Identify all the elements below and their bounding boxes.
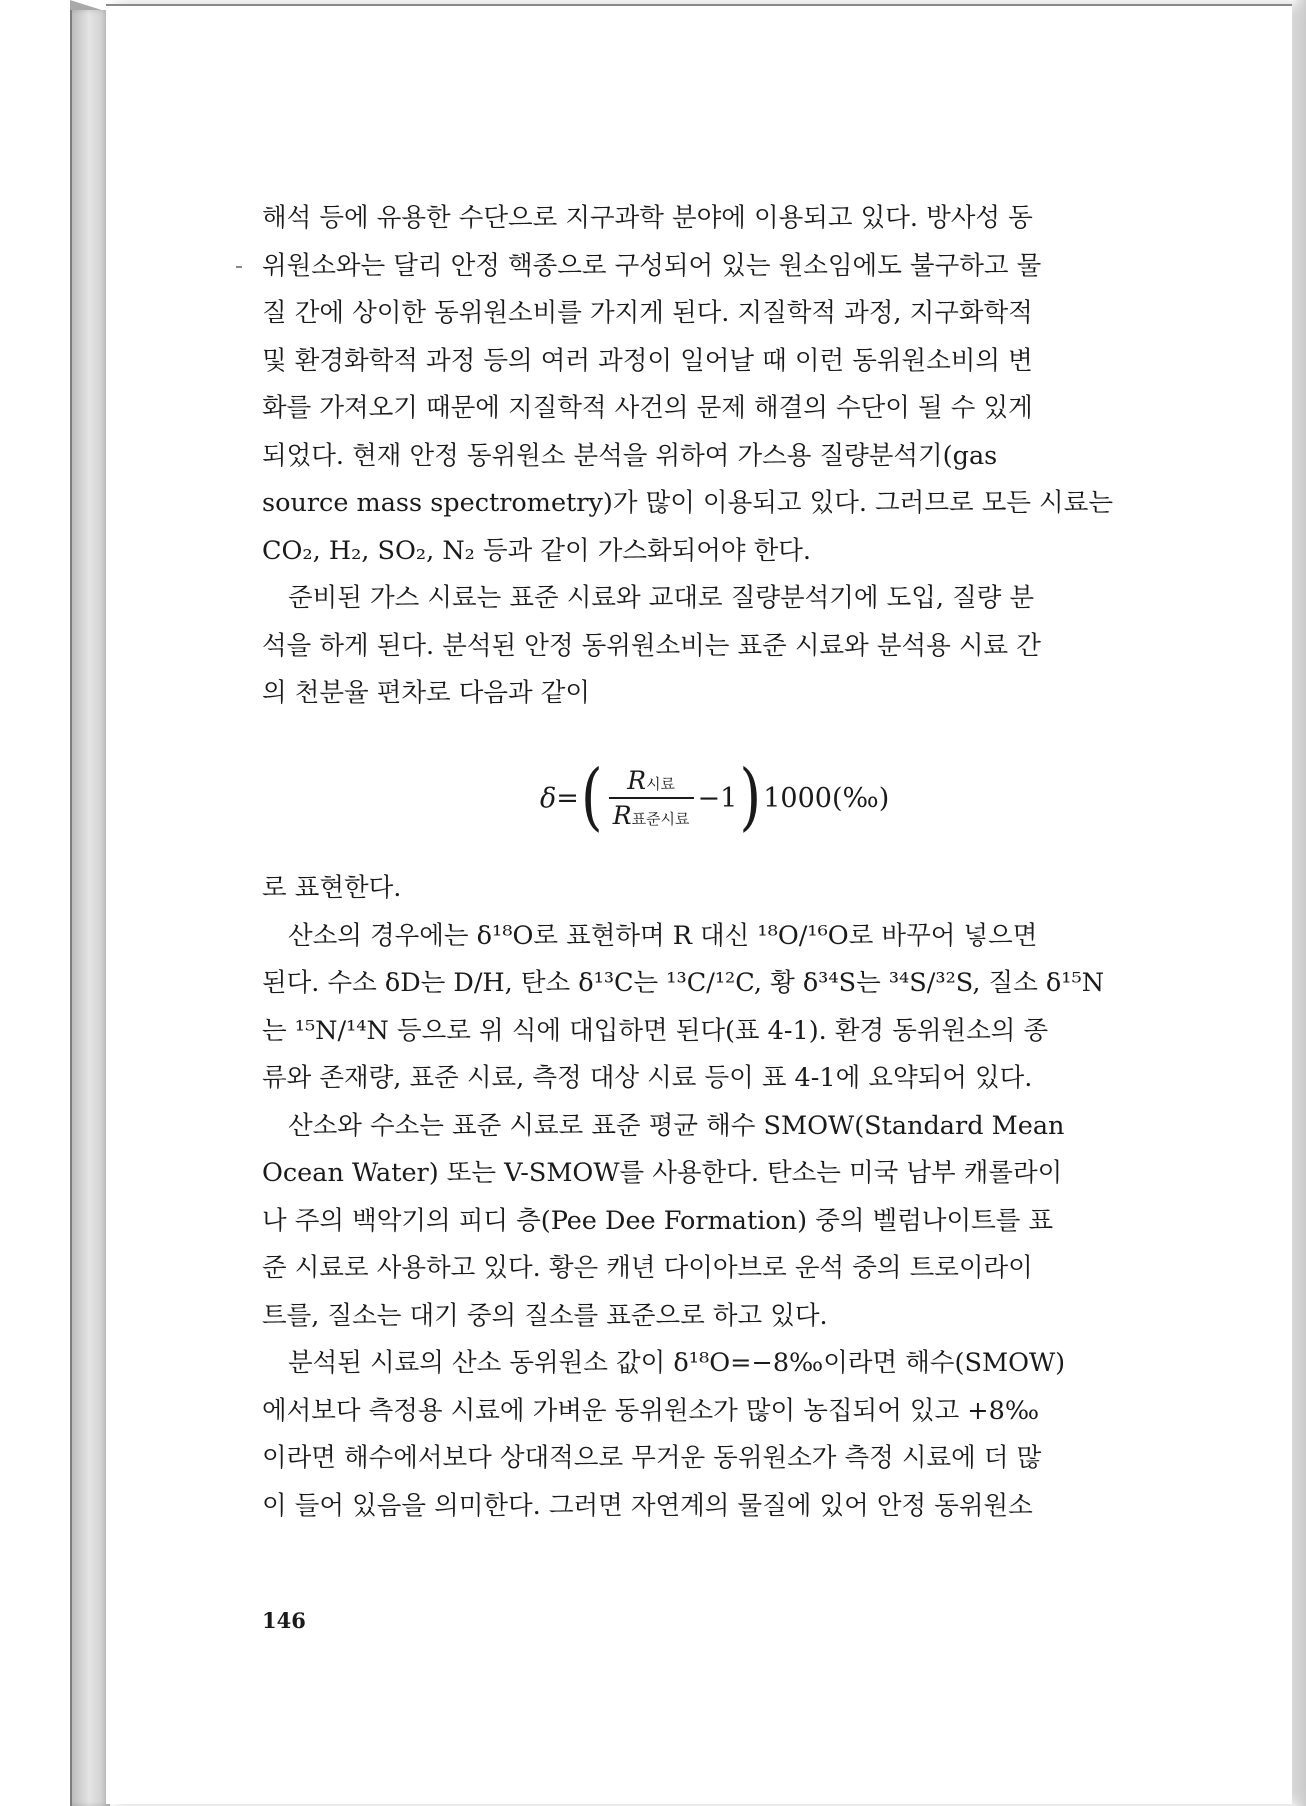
text-line: 준비된 가스 시료는 표준 시료와 교대로 질량분석기에 도입, 질량 분 [288,583,1035,613]
formula-minus-one: −1 [697,782,738,814]
formula-factor: 1000 [763,782,832,814]
text-line: 류와 존재량, 표준 시료, 측정 대상 시료 등이 표 4-1에 요약되어 있다. [262,1063,1033,1093]
text-line: 로 표현한다. [262,873,402,903]
body-text-top [262,195,1162,718]
text-line: Ocean Water) 또는 V-SMOW를 사용한다. 탄소는 미국 남부 캐롤라이 [262,1158,1063,1188]
text-line: 의 천분율 편차로 다음과 같이 [262,678,591,708]
text-line: 트를, 질소는 대기 중의 질소를 표준으로 하고 있다. [262,1300,828,1331]
book-spine [70,10,110,1806]
text-line: 위원소와는 달리 안정 핵종으로 구성되어 있는 원소임에도 불구하고 물 [262,250,1042,281]
text-line: 분석된 시료의 산소 동위원소 값이 δ¹⁸O=−8‰이라면 해수(SMOW) [288,1348,1066,1378]
text-line: 산소의 경우에는 δ¹⁸O로 표현하며 R 대신 ¹⁸O/¹⁶O로 바꾸어 넣으면 [288,920,1038,951]
delta-formula [540,755,890,840]
formula-delta: δ [540,782,557,814]
fraction-bar [609,797,694,799]
text-line: 화를 가져오기 때문에 지질학적 사건의 문제 해결의 수단이 될 수 있게 [262,393,1033,423]
text-line: 질 간에 상이한 동위원소비를 가지게 된다. 지질학적 과정, 지구화학적 [262,298,1033,328]
formula-fraction [609,766,694,830]
body-text-bottom [262,865,1162,1530]
text-line: 준 시료로 사용하고 있다. 황은 캐년 다이아브로 운석 중의 트로이라이 [262,1253,1033,1283]
text-line: 및 환경화학적 과정 등의 여러 과정이 일어날 때 이런 동위원소비의 변 [262,345,1033,376]
text-line: 는 ¹⁵N/¹⁴N 등으로 위 식에 대입하면 된다(표 4-1). 환경 동위원소의 종 [262,1015,1049,1046]
formula-denominator: R표준시료 [612,801,690,830]
text-line: 이 들어 있음을 의미한다. 그러면 자연계의 물질에 있어 안정 동위원소 [262,1490,1033,1521]
text-line: 에서보다 측정용 시료에 가벼운 동위원소가 많이 농집되어 있고 +8‰ [262,1395,1040,1426]
text-line: 해석 등에 유용한 수단으로 지구과학 분야에 이용되고 있다. 방사성 동 [262,203,1033,233]
text-line: 석을 하게 된다. 분석된 안정 동위원소비는 표준 시료와 분석용 시료 간 [262,630,1041,661]
formula-numerator: R시료 [627,766,676,795]
formula-close-paren: ) [739,755,762,840]
formula-open-paren: ( [580,755,603,840]
text-line: 이라면 해수에서보다 상대적으로 무거운 동위원소가 측정 시료에 더 많 [262,1443,1042,1473]
text-line: 된다. 수소 δD는 D/H, 탄소 δ¹³C는 ¹³C/¹²C, 황 δ³⁴S는 ³⁴S/³²S, 질소 δ¹⁵N [262,968,1105,998]
text-line: CO₂, H₂, SO₂, N₂ 등과 같이 가스화되어야 한다. [262,535,811,566]
text-line: 산소와 수소는 표준 시료로 표준 평균 해수 SMOW(Standard Mean [288,1110,1065,1141]
margin-mark [236,266,242,268]
text-line: source mass spectrometry)가 많이 이용되고 있다. 그러므로 모든 시료는 [262,488,1113,518]
text-line: 나 주의 백악기의 피디 층(Pee Dee Formation) 중의 벨럼나이트를 표 [262,1205,1054,1236]
formula-equals: = [556,782,579,814]
page-edge-shadow [1292,0,1306,1806]
page-number: 146 [262,1608,306,1633]
formula-unit: (‰) [831,782,890,814]
text-line: 되었다. 현재 안정 동위원소 분석을 위하여 가스용 질량분석기(gas [262,440,998,471]
